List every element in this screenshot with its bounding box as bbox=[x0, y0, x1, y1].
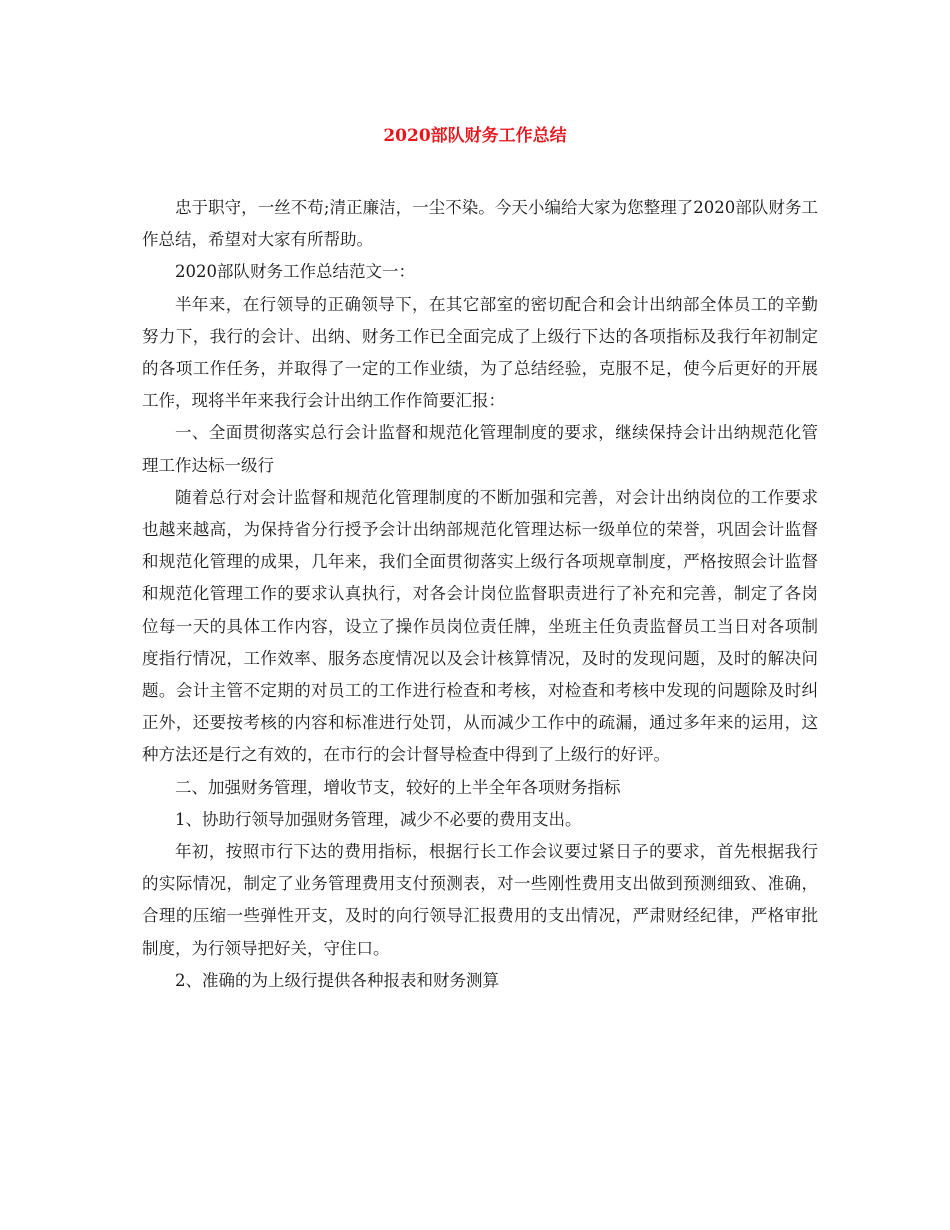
document-title: 2020部队财务工作总结 bbox=[383, 126, 567, 146]
paragraph-section-one: 随着总行对会计监督和规范化管理制度的不断加强和完善，对会计出纳岗位的工作要求也越来越高，为保持省分行授予会计出纳部规范化管理达标一级单位的荣誉，巩固会计监督和规范化管理的成果，几年来，我们全面贯彻落实上级行各项规章制度，严格按照会计监督和规范化管理工作的要求认真执行，对各会计岗位监督职责进行了补充和完善，制定了各岗位每一天的具体工作内容，设立了操作员岗位责任牌，坐班主任负责监督员工当日对各项制度指行情况，工作效率、服务态度情况以及会计核算情况，及时的发现问题，及时的解决问题。会计主管不定期的对员工的工作进行检查和考核，对检查和考核中发现的问题除及时纠正外，还要按考核的内容和标准进行处罚，从而减少工作中的疏漏，通过多年来的运用，这种方法还是行之有效的，在市行的会计督导检查中得到了上级行的好评。 bbox=[142, 487, 818, 765]
subsection-heading-one: 1、协助行领导加强财务管理，减少不必要的费用支出。 bbox=[175, 809, 582, 829]
paragraph-sample-heading: 2020部队财务工作总结范文一： bbox=[175, 262, 415, 282]
paragraph-subsection-one: 年初，按照市行下达的费用指标，根据行长工作会议要过紧日子的要求，首先根据我行的实际情况，制定了业务管理费用支付预测表，对一些刚性费用支出做到预测细致、准确，合理的压缩一些弹性开支，及时的向行领导汇报费用的支出情况，严肃财经纪律，严格审批制度，为行领导把好关，守住口。 bbox=[142, 842, 818, 958]
subsection-heading-two: 2、准确的为上级行提供各种报表和财务测算 bbox=[175, 970, 499, 990]
paragraph-overview: 半年来，在行领导的正确领导下，在其它部室的密切配合和会计出纳部全体员工的辛勤努力下，我行的会计、出纳、财务工作已全面完成了上级行下达的各项指标及我行年初制定的各项工作任务，并取得了一定的工作业绩，为了总结经验，克服不足，使今后更好的开展工作，现将半年来我行会计出纳工作作简要汇报： bbox=[142, 294, 818, 411]
section-heading-one: 一、全面贯彻落实总行会计监督和规范化管理制度的要求，继续保持会计出纳规范化管理工作达标一级行 bbox=[142, 423, 818, 475]
paragraph-intro: 忠于职守，一丝不苟;清正廉洁，一尘不染。今天小编给大家为您整理了2020部队财务工作总结，希望对大家有所帮助。 bbox=[142, 198, 818, 250]
section-heading-two: 二、加强财务管理，增收节支，较好的上半全年各项财务指标 bbox=[175, 777, 621, 797]
document-body bbox=[142, 192, 818, 997]
